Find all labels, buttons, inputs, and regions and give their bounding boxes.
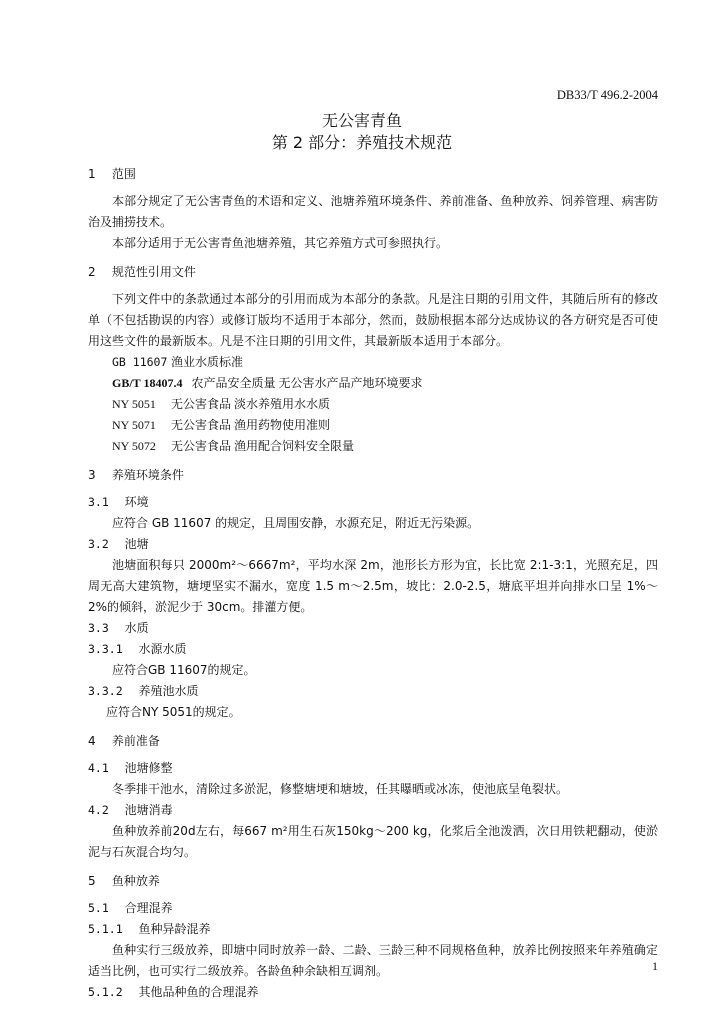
section-title: 规范性引用文件 [111,265,196,279]
section-number: 4 [88,734,96,748]
paragraph: 鱼种放养前20d左右，每667 m²用生石灰150kg～200 kg，化浆后全池泼洒，次日用铁耙翻动，使淤泥与石灰混合均匀。 [88,824,658,859]
reference-title: 农产品安全质量 无公害水产品产地环境要求 [191,376,423,390]
subsection-heading [88,492,658,513]
paragraph: 应符合NY 5051的规定。 [106,705,241,719]
subsection-title: 鱼种异龄混养 [138,922,211,936]
subsection-title: 养殖池水质 [138,684,199,698]
subsection-title: 池塘修整 [124,761,173,775]
paragraph: 池塘面积每只 2000m²～6667m²，平均水深 2m，池形长方形为宜，长比宽 2:1-3:1，光照充足，四周无高大建筑物，塘埂坚实不漏水，宽度 1.5 m～2.5m，坡比：2.0-2.5，塘底平坦并向排水口呈 1%～2%的倾斜，淤泥少于 30cm。排灌方便。 [88,558,658,614]
paragraph: 鱼种实行三级放养，即塘中同时放养一龄、二龄、三龄三种不同规格鱼种，放养比例按照来年养殖确定适当比例，也可实行二级放养。各龄鱼种余缺相互调剂。 [88,943,658,978]
reference-item [88,436,658,457]
section-title: 养殖环境条件 [111,468,184,482]
reference-title: 渔业水质标准 [171,355,244,369]
subsection-number: 3.3 [88,621,109,635]
section-number: 1 [88,167,96,181]
section-title: 鱼种放养 [111,874,160,888]
reference-code: NY 5072 [112,439,156,453]
subsection-heading [88,898,658,919]
subsection-heading [88,800,658,821]
standard-code: DB33/T 496.2-2004 [556,88,658,102]
subsection-title: 池塘 [124,537,149,551]
reference-title: 无公害食品 渔用药物使用准则 [171,418,331,432]
subsection-heading [88,758,658,779]
subsection-title: 水质 [124,621,149,635]
reference-item [88,415,658,436]
subsection-title: 其他品种鱼的合理混养 [138,985,259,999]
subsection-number: 4.1 [88,761,109,775]
subsection-number: 5.1 [88,901,109,915]
section-number: 3 [88,468,96,482]
section-heading [88,871,658,892]
reference-code: NY 5071 [112,418,156,432]
subsection-heading [88,639,658,660]
reference-code: GB/T 18407.4 [112,376,183,390]
reference-item [88,394,658,415]
reference-code: GB 11607 [112,355,168,369]
subsection-heading [88,982,658,1003]
subsection-title: 合理混养 [124,901,173,915]
reference-item [88,352,658,373]
subsection-heading [88,618,658,639]
section-title: 范围 [111,167,136,181]
subsection-title: 池塘消毒 [124,803,173,817]
page-number: 1 [652,959,658,973]
section-title: 养前准备 [111,734,160,748]
section-heading [88,465,658,486]
reference-code: NY 5051 [112,397,156,411]
subsection-number: 3.1 [88,495,109,509]
document-body [88,156,658,1003]
document-title: 无公害青鱼 [321,111,402,130]
subsection-title: 水源水质 [138,642,187,656]
subsection-number: 3.3.1 [88,642,123,656]
subsection-heading [88,534,658,555]
section-heading [88,164,658,185]
paragraph: 应符合 GB 11607 的规定，且周围安静，水源充足，附近无污染源。 [112,516,480,530]
reference-title: 无公害食品 渔用配合饲料安全限量 [171,439,355,453]
subsection-number: 3.2 [88,537,109,551]
paragraph: 应符合GB 11607的规定。 [112,663,256,677]
document-subtitle: 第 2 部分：养殖技术规范 [271,133,453,152]
subsection-number: 3.3.2 [88,684,123,698]
paragraph: 下列文件中的条款通过本部分的引用而成为本部分的条款。凡是注日期的引用文件，其随后所有的修改单（不包括勘误的内容）或修订版均不适用于本部分，然而，鼓励根据本部分达成协议的各方研究是否可使用这些文件的最新版本。凡是不注日期的引用文件，其最新版本适用于本部分。 [88,292,658,348]
paragraph: 本部分适用于无公害青鱼池塘养殖，其它养殖方式可参照执行。 [112,236,449,250]
reference-title: 无公害食品 淡水养殖用水水质 [171,397,331,411]
subsection-number: 5.1.2 [88,985,123,999]
section-heading [88,731,658,752]
paragraph: 冬季排干池水，清除过多淤泥，修整塘埂和塘坡，任其曝晒或冰冻，使池底呈龟裂状。 [112,782,569,796]
subsection-heading [88,681,658,702]
section-number: 2 [88,265,96,279]
section-number: 5 [88,874,96,888]
section-heading [88,262,658,283]
subsection-heading [88,919,658,940]
reference-item [88,373,658,394]
subsection-number: 4.2 [88,803,109,817]
subsection-title: 环境 [124,495,149,509]
subsection-number: 5.1.1 [88,922,123,936]
paragraph: 本部分规定了无公害青鱼的术语和定义、池塘养殖环境条件、养前准备、鱼种放养、饲养管理、病害防治及捕捞技术。 [88,194,658,229]
